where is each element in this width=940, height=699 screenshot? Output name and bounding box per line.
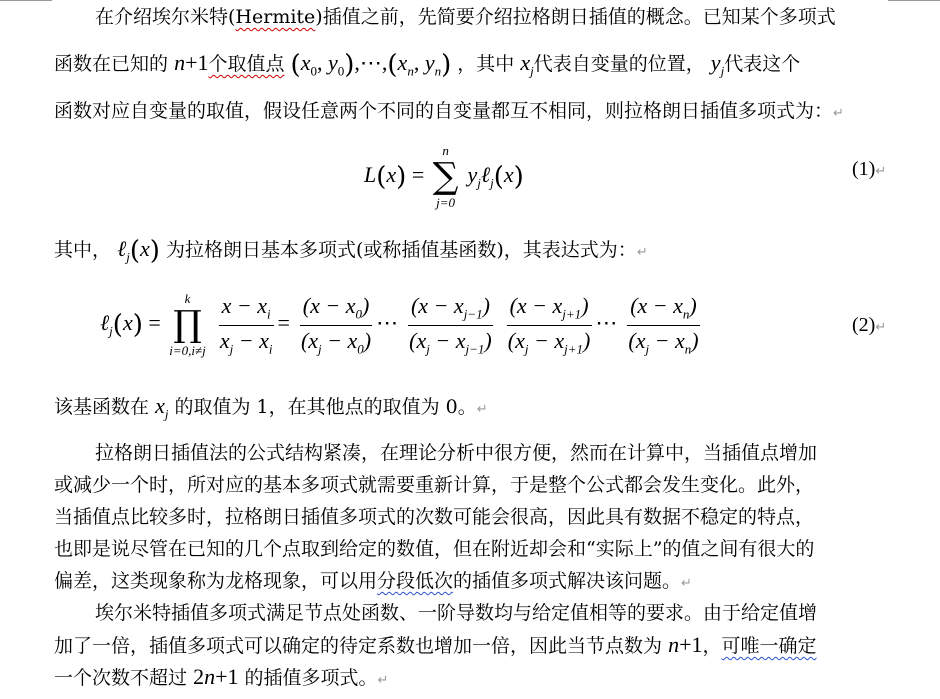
segmented-low-order: 分段低次 xyxy=(377,570,454,592)
para-mark: ↵ xyxy=(833,106,844,121)
top-rule-right xyxy=(888,0,940,1)
p4-line5: 偏差，这类现象称为龙格现象，可以用分段低次的插值多项式解决该问题。↵ xyxy=(54,570,692,592)
p1-line3: 函数对应自变量的取值，假设任意两个不同的自变量都互不相同，则拉格朗日插值多项式为：↵ xyxy=(54,100,844,122)
math-points: ($x_0$, $y_0),\cdots,(x_n$, $y_n$) xyxy=(290,49,452,80)
math-2n-plus-1: 2n+1 xyxy=(193,664,239,689)
p3-line: 该基函数在 $x_j$ 的取值为 1，在其他点的取值为 0。↵ xyxy=(54,393,488,422)
math-n-plus-1: n xyxy=(174,50,186,75)
eq1-number: (1)↵ xyxy=(852,158,887,180)
p1-line2: 函数在已知的 n+1个取值点 ($x_0$, $y_0),\cdots,(x_n$, $y_n$) ，其中 $x_j$代表自变量的位置， $y_j$代表这个 xyxy=(54,49,801,80)
math-n-plus-1-b: n xyxy=(668,632,680,657)
p4-line4: 也即是说尽管在已知的几个点取到给定的数值，但在附近却会和“实际上”的值之间有很大的 xyxy=(54,538,815,560)
product-symbol: k ∏ i=0,i≠j xyxy=(169,291,206,358)
p5-line3: 一个次数不超过 2n+1 的插值多项式。↵ xyxy=(54,664,389,689)
eq2-number: (2)↵ xyxy=(852,314,887,336)
p4-line2: 或减少一个时，所对应的基本多项式就需要重新计算，于是整个公式都会发生变化。此外， xyxy=(54,474,815,496)
p1-line1: 在介绍埃尔米特(Hermite)插值之前，先简要介绍拉格朗日插值的概念。已知某个多项式 xyxy=(95,6,836,28)
p4-line1: 拉格朗日插值法的公式结构紧凑，在理论分析中很方便，然而在计算中，当插值点增加 xyxy=(95,442,818,464)
p2-line: 其中， ℓ$_j$(x) 为拉格朗日基本多项式(或称插值基函数)，其表达式为：↵ xyxy=(54,236,648,266)
top-rule-left xyxy=(0,0,52,1)
p5-line2: 加了一倍，插值多项式可以确定的待定系数也增加一倍，因此当节点数为 n+1，可唯一确定 xyxy=(54,632,817,657)
p5-line1: 埃尔米特插值多项式满足节点处函数、一阶导数均与给定值相等的要求。由于给定值增 xyxy=(95,602,818,624)
math-lj-x: ℓ$_j$ xyxy=(117,236,130,265)
hermite-word: Hermite xyxy=(235,6,316,28)
equation-2: ℓ$_j$(x) = k ∏ i=0,i≠j $\frac{x - x_i}{x_j - x_i}$ = $\frac{(x - x_0)}{(x_j - x_0)}$ ⋯ $\frac{(x - x_{j-1})}{(x_j - x_{j-1})}$ $\frac{(x - x_{j+1})}{(x_j - x_{j+1})}$ ⋯ $\frac{(x - x_n)}{(x_j - x_n)}$ xyxy=(100,291,699,358)
math-xj-2: $x_j$ xyxy=(155,393,169,422)
math-xj: $x_j$ xyxy=(520,50,534,79)
math-yj: $y_j$ xyxy=(710,50,725,79)
equation-1: L(x) = n ∑ j=0 $y_j\ell_j(x)$ xyxy=(364,143,524,210)
sum-symbol: n ∑ j=0 xyxy=(432,143,459,210)
p4-line3: 当插值点比较多时，拉格朗日插值多项式的次数可能会很高，因此具有数据不稳定的特点， xyxy=(54,506,815,528)
